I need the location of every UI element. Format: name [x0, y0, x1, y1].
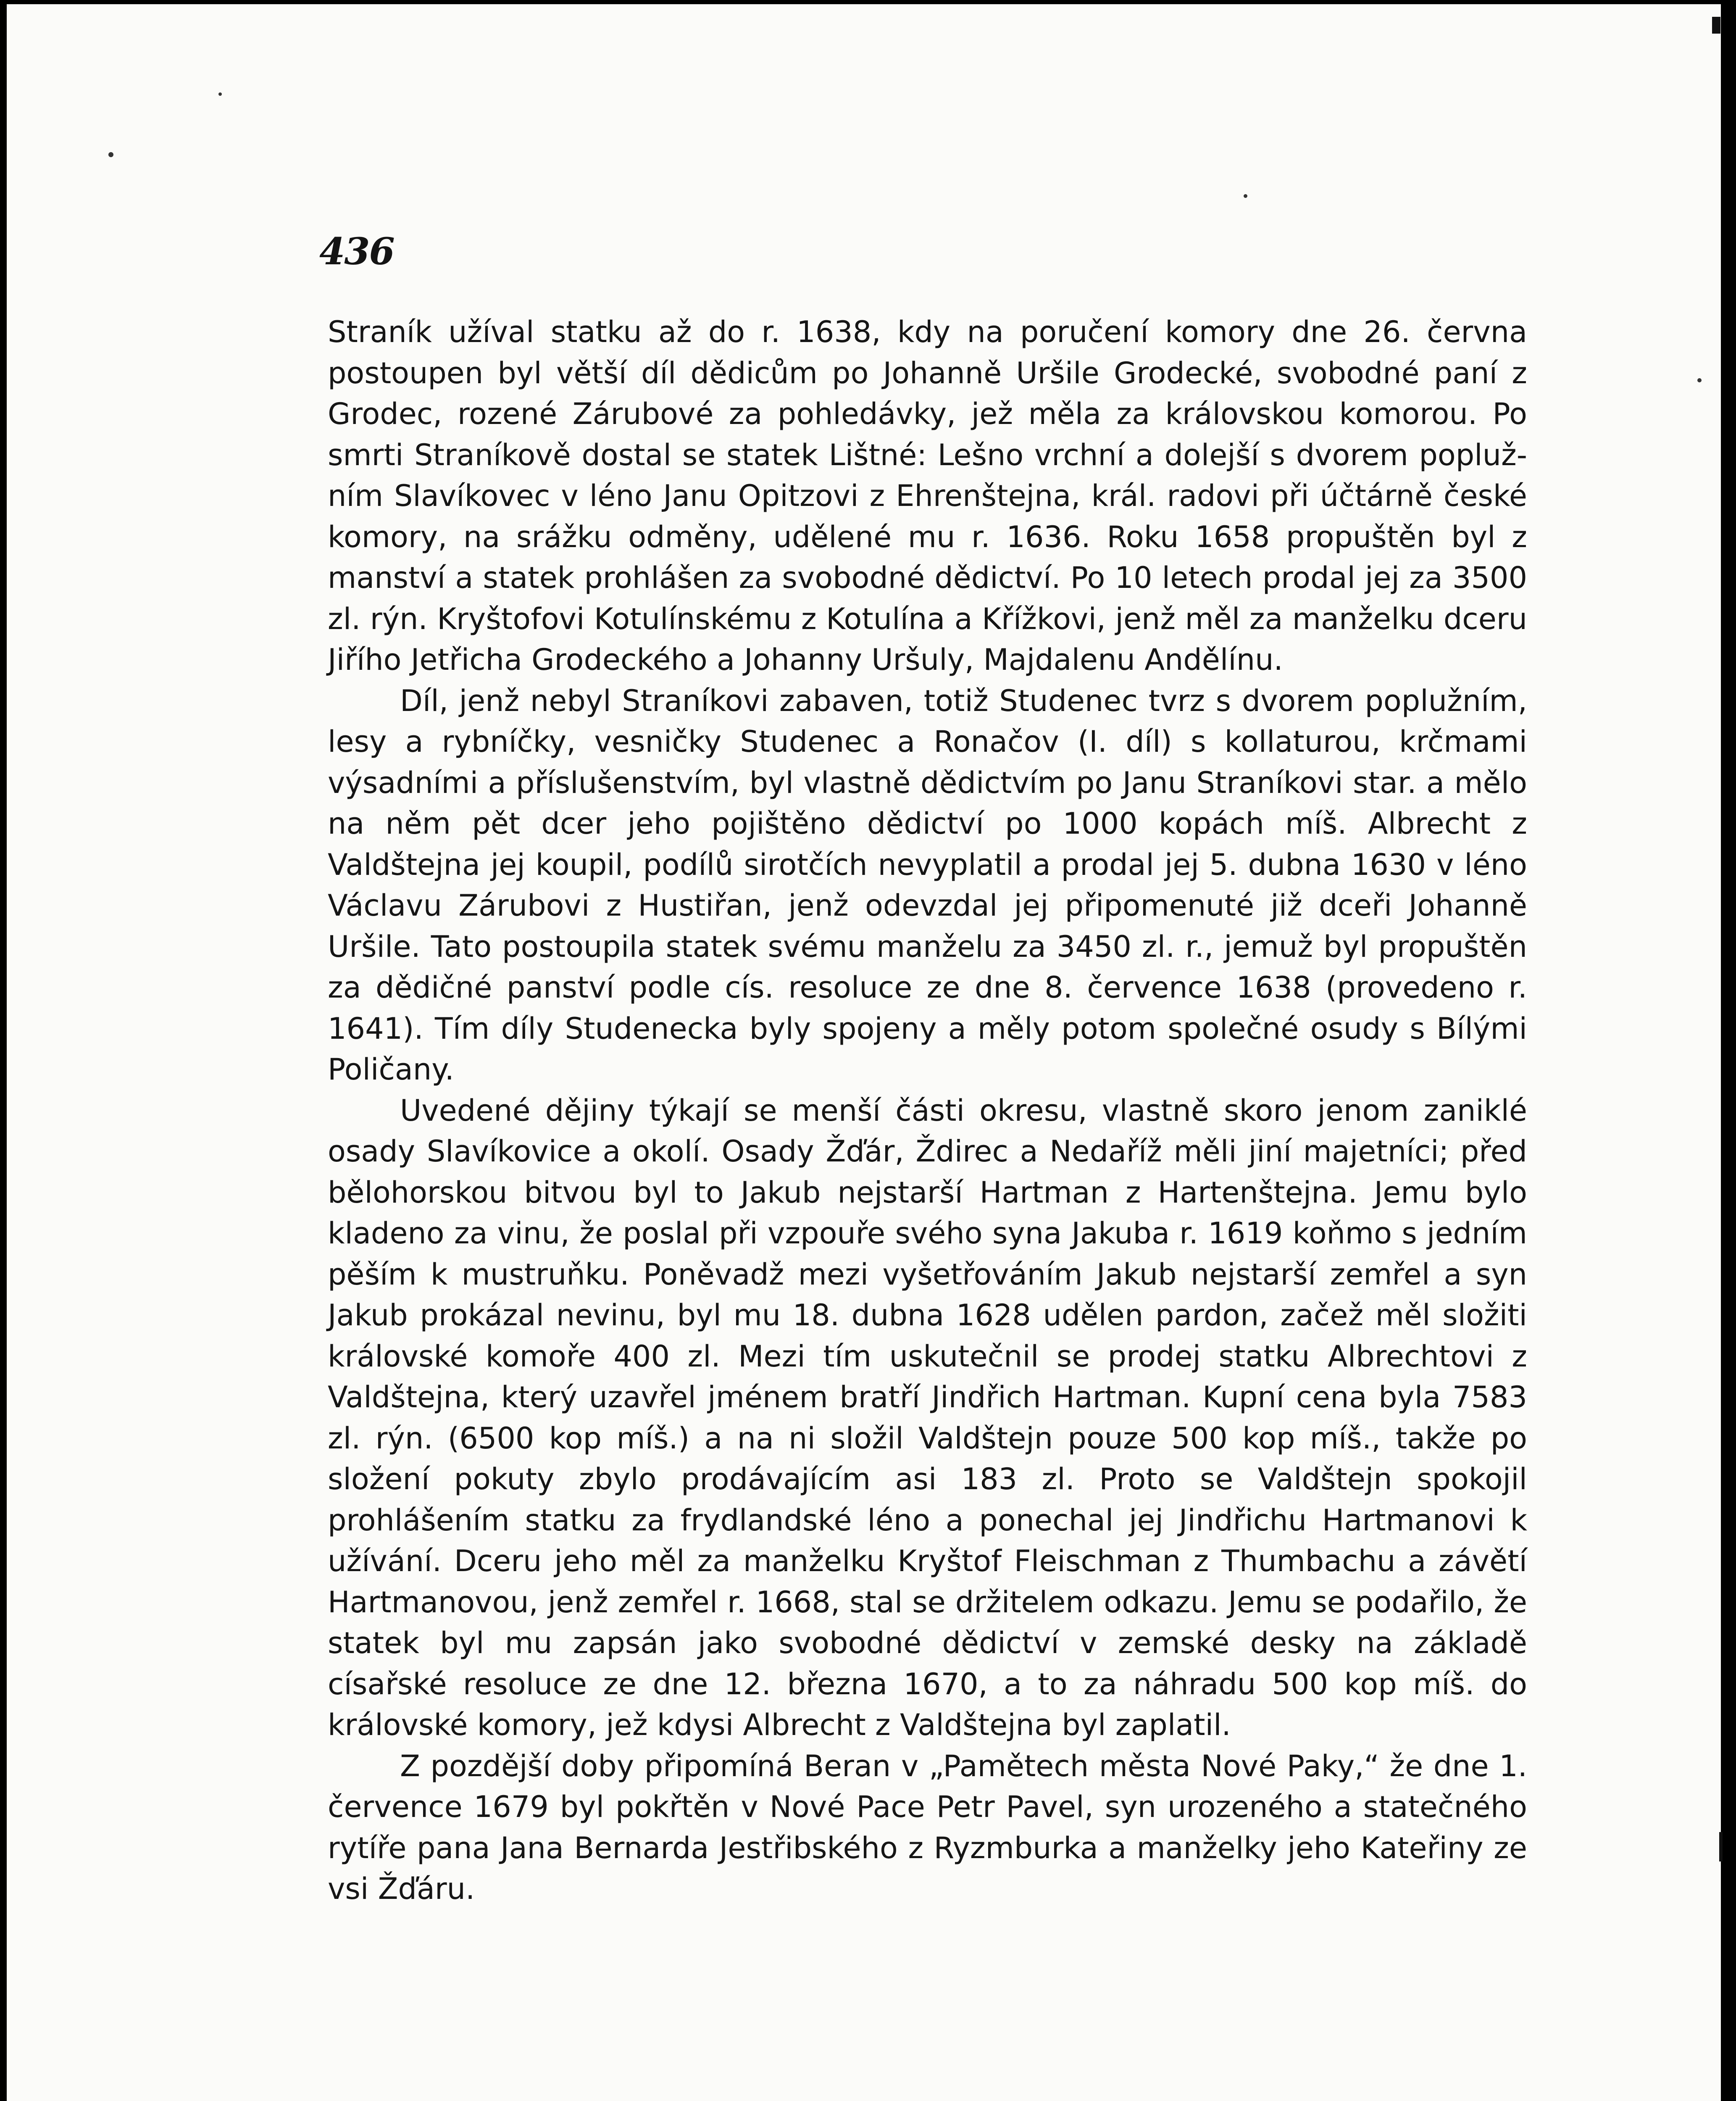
paragraph-1: Straník užíval statku až do r. 1638, kdy na poručení komory dne 26. června postoupen byl větší díl dědicům po Johanně Uršile Grodecké, svobodné paní z Grodec, rozené Zárubové za pohledávky, jež měla za královskou komorou. Po smrti Straníkově dostal se statek Lištné: Lešno vrchní a dolejší s dvorem poplužním Slavíkovec v léno Janu Opitzovi z Ehrenštejna, král. radovi při účtárně české komory, na srážku odměny, udělené mu r. 1636. Roku 1658 propuštěn byl z manství a statek prohlášen za svobodné dědictví. Po 10 letech prodal jej za 3500 zl. rýn. Kryštofovi Kotulínskému z Kotulína a Křížkovi, jenž měl za manželku dceru Jiřího Jetřicha Grodeckého a Johanny Uršuly, Majdalenu Andělínu. [328, 315, 1527, 677]
paragraph-4: Z pozdější doby připomíná Beran v „Pamětech města Nové Paky,“ že dne 1. července 1679 byl pokřtěn v Nové Pace Petr Pavel, syn urozeného a statečného rytíře pana Jana Bernarda Jestřibského z Ryzmburka a manželky jeho Kateřiny ze vsi Žďáru. [328, 1748, 1527, 1906]
body-text [328, 312, 1527, 1910]
paragraph-3: Uvedené dějiny týkají se menší části okresu, vlastně skoro jenom zaniklé osady Slavíkovice a okolí. Osady Žďár, Ždirec a Nedaříž měli jiní majetníci; před bělohorskou bitvou byl to Jakub nejstarší Hartman z Hartenštejna. Jemu bylo kladeno za vinu, že poslal při vzpouře svého syna Jakuba r. 1619 koňmo s jedním pěším k mustruňku. Poněvadž mezi vyšetřováním Jakub nejstarší zemřel a syn Jakub prokázal nevinu, byl mu 18. dubna 1628 udělen pardon, začež měl složiti královské komoře 400 zl. Mezi tím uskutečnil se prodej statku Albrechtovi z Valdštejna, který uzavřel jménem bratří Jindřich Hartman. Kupní cena byla 7583 zl. rýn. (6500 kop míš.) a na ni složil Valdštejn pouze 500 kop míš., takže po složení pokuty zbylo prodávajícím asi 183 zl. Proto se Valdštejn spokojil prohlášením statku za frydlandské léno a ponechal jej Jindřichu Hartmanovi k užívání. Dceru jeho měl za manželku Kryštof Fleischman z Thumbachu a závětí Hartmanovou, jenž zemřel r. 1668, stal se držitelem odkazu. Jemu se podařilo, že statek byl mu zapsán jako svobodné dědictví v zemské desky na základě císařské resoluce ze dne 12. března 1670, a to za náhradu 500 kop míš. do královské komory, jež kdysi Albrecht z Valdštejna byl zaplatil. [328, 1093, 1527, 1742]
scan-speck [218, 92, 222, 96]
scan-border-right [1721, 0, 1736, 2101]
scan-mark [1719, 1832, 1723, 1861]
page-number: 436 [319, 229, 394, 273]
scan-speck [1244, 194, 1247, 198]
scan-mark [1712, 17, 1720, 34]
paragraph-2: Díl, jenž nebyl Straníkovi zabaven, totiž Studenec tvrz s dvorem poplužním, lesy a rybníčky, vesničky Studenec a Ronačov (I. díl) s kollaturou, krčmami výsadními a příslušenstvím, byl vlastně dědictvím po Janu Straníkovi star. a mělo na něm pět dcer jeho pojištěno dědictví po 1000 kopách míš. Albrecht z Valdštejna jej koupil, podílů sirotčích nevyplatil a prodal jej 5. dubna 1630 v léno Václavu Zárubovi z Hustiřan, jenž odevzdal jej připomenuté již dceři Johanně Uršile. Tato postoupila statek svému manželu za 3450 zl. r., jemuž byl propuštěn za dědičné panství podle cís. resoluce ze dne 8. července 1638 (provedeno r. 1641). Tím díly Studenecka byly spojeny a měly potom společné osudy s Bílými Poličany. [328, 683, 1527, 1087]
scan-speck [108, 152, 113, 157]
scan-speck [1697, 378, 1702, 382]
